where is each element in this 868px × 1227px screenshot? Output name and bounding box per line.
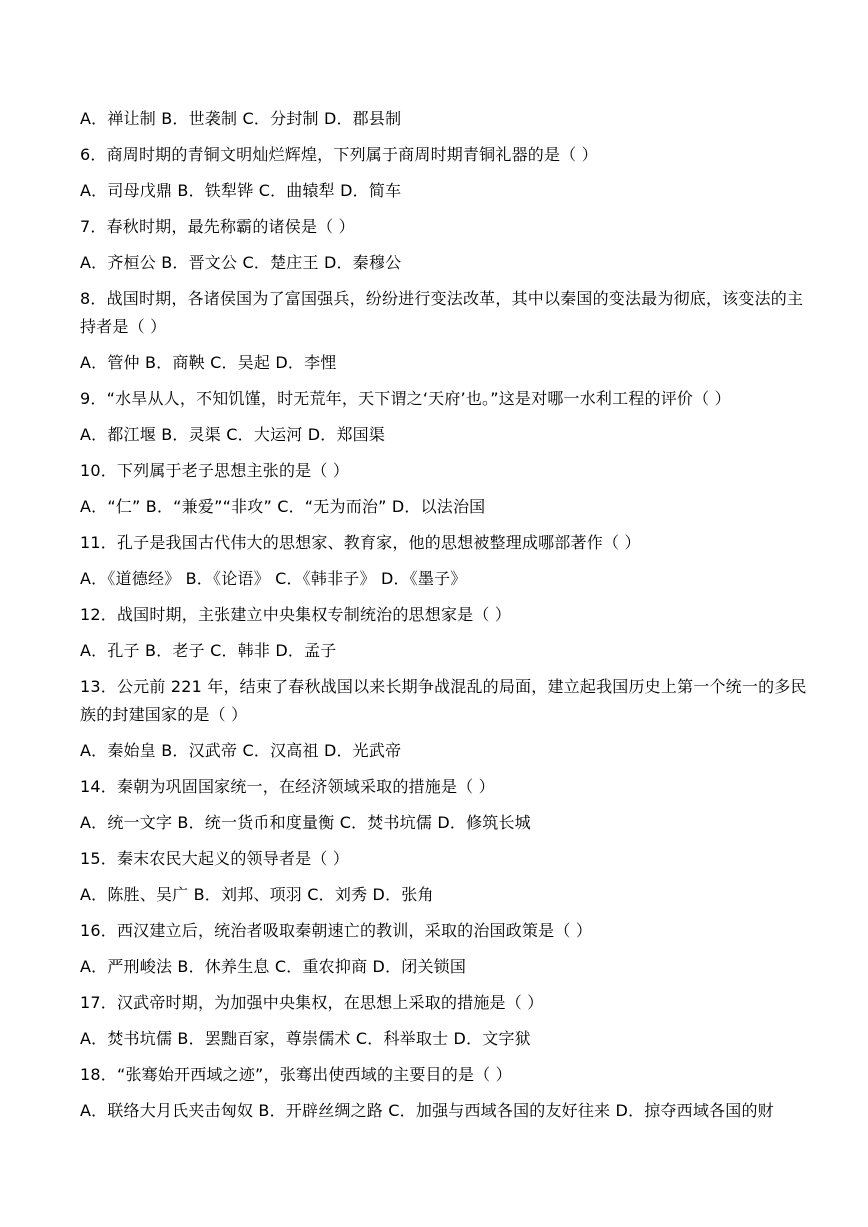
options-q8: A．管仲 B．商鞅 C．吴起 D．李悝 bbox=[80, 353, 337, 372]
question-11: 11．孔子是我国古代伟大的思想家、教育家，他的思想被整理成哪部著作（ ） bbox=[80, 533, 641, 552]
question-12: 12．战国时期，主张建立中央集权专制统治的思想家是（ ） bbox=[80, 605, 512, 624]
question-14: 14．秦朝为巩固国家统一，在经济领域采取的措施是（ ） bbox=[80, 777, 495, 796]
options-q15: A．陈胜、吴广 B．刘邦、项羽 C．刘秀 D．张角 bbox=[80, 885, 434, 904]
question-18: 18．“张骞始开西域之迹”，张骞出使西域的主要目的是（ ） bbox=[80, 1065, 512, 1084]
options-q13: A．秦始皇 B．汉武帝 C．汉高祖 D．光武帝 bbox=[80, 741, 402, 760]
question-16: 16．西汉建立后，统治者吸取秦朝速亡的教训，采取的治国政策是（ ） bbox=[80, 921, 593, 940]
options-q16: A．严刑峻法 B．休养生息 C．重农抑商 D．闭关锁国 bbox=[80, 957, 467, 976]
question-6: 6．商周时期的青铜文明灿烂辉煌，下列属于商周时期青铜礼器的是（ ） bbox=[80, 145, 598, 164]
options-q9: A．都江堰 B．灵渠 C．大运河 D．郑国渠 bbox=[80, 425, 386, 444]
question-13-line-1: 13．公元前 221 年，结束了春秋战国以来长期争战混乱的局面，建立起我国历史上第一个统一的多民 bbox=[80, 677, 807, 696]
options-q17: A．焚书坑儒 B．罢黜百家，尊崇儒术 C．科举取士 D．文字狱 bbox=[80, 1029, 531, 1048]
options-q12: A．孔子 B．老子 C．韩非 D．孟子 bbox=[80, 641, 337, 660]
options-q7: A．齐桓公 B．晋文公 C．楚庄王 D．秦穆公 bbox=[80, 253, 402, 272]
question-9: 9．“水旱从人，不知饥馑，时无荒年，天下谓之‘天府’也。”这是对哪一水利工程的评价（ ） bbox=[80, 389, 731, 408]
options-q18: A．联络大月氏夹击匈奴 B．开辟丝绸之路 C．加强与西域各国的友好往来 D．掠夺西域各国的财 bbox=[80, 1101, 774, 1120]
question-13-line-2: 族的封建国家的是（ ） bbox=[80, 705, 248, 724]
options-q11: A．《道德经》 B．《论语》 C．《韩非子》 D．《墨子》 bbox=[80, 569, 467, 588]
options-q14: A．统一文字 B．统一货币和度量衡 C．焚书坑儒 D．修筑长城 bbox=[80, 813, 531, 832]
options-q6: A．司母戊鼎 B．铁犁铧 C．曲辕犁 D．简车 bbox=[80, 181, 402, 200]
options-q10: A．“仁” B．“兼爱”“非攻” C．“无为而治” D．以法治国 bbox=[80, 497, 486, 516]
question-8-line-2: 持者是（ ） bbox=[80, 317, 167, 336]
question-7: 7．春秋时期，最先称霸的诸侯是（ ） bbox=[80, 217, 355, 236]
question-17: 17．汉武帝时期，为加强中央集权，在思想上采取的措施是（ ） bbox=[80, 993, 544, 1012]
question-8-line-1: 8．战国时期，各诸侯国为了富国强兵，纷纷进行变法改革，其中以秦国的变法最为彻底，该变法的主 bbox=[80, 289, 804, 308]
question-15: 15．秦末农民大起义的领导者是（ ） bbox=[80, 849, 350, 868]
question-10: 10．下列属于老子思想主张的是（ ） bbox=[80, 461, 350, 480]
options-q5: A．禅让制 B．世袭制 C．分封制 D．郡县制 bbox=[80, 109, 402, 128]
